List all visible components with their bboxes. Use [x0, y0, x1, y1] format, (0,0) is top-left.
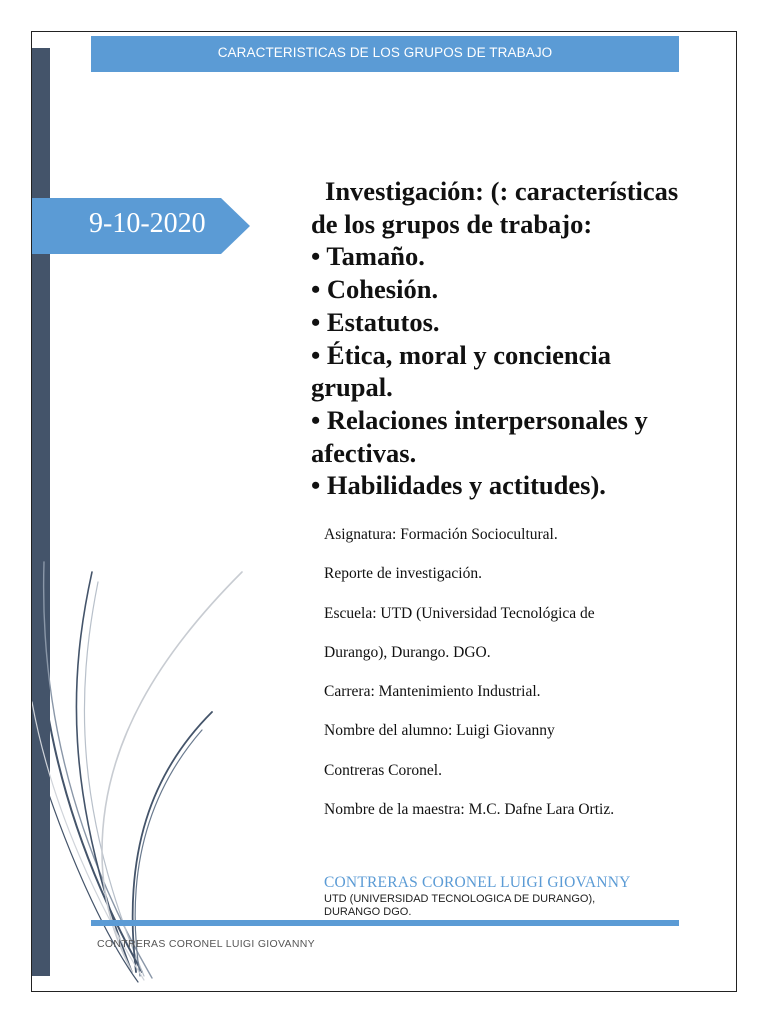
title-line: • Relaciones interpersonales y — [311, 404, 648, 435]
title-line: Investigación: (: características — [325, 176, 679, 206]
report-type-line: Reporte de investigación. — [324, 565, 482, 583]
title-line: • Habilidades y actitudes). — [311, 470, 606, 501]
title-line: grupal. — [311, 372, 393, 403]
subject-line: Asignatura: Formación Sociocultural. — [324, 526, 558, 543]
date-tab — [32, 198, 250, 254]
report-title — [311, 175, 721, 502]
career-line: Carrera: Mantenimiento Industrial. — [324, 683, 541, 701]
footer-author: CONTRERAS CORONEL LUIGI GIOVANNY — [97, 938, 315, 950]
title-line: • Ética, moral y conciencia — [311, 339, 611, 370]
title-line: afectivas. — [311, 437, 417, 468]
report-details — [324, 525, 614, 839]
school-line-continued: Durango), Durango. DGO. — [324, 643, 491, 661]
title-line: • Estatutos. — [311, 306, 440, 337]
decorative-swirls — [32, 552, 272, 992]
school-address-line-1: UTD (UNIVERSIDAD TECNOLOGICA DE DURANGO), — [324, 893, 596, 905]
footer-rule — [91, 920, 679, 926]
student-name-continued: Contreras Coronel. — [324, 761, 442, 779]
school-address-line-2: DURANGO DGO. — [324, 906, 412, 918]
title-line: de los grupos de trabajo: — [311, 208, 593, 239]
school-line: Escuela: UTD (Universidad Tecnológica de — [324, 604, 595, 622]
header-band — [91, 36, 679, 72]
header-title: CARACTERISTICAS DE LOS GRUPOS DE TRABAJO — [217, 45, 553, 60]
student-name-line: Nombre del alumno: Luigi Giovanny — [324, 722, 555, 740]
teacher-name-line: Nombre de la maestra: M.C. Dafne Lara Ortiz. — [324, 801, 615, 819]
title-line: • Tamaño. — [311, 241, 425, 272]
author-name: CONTRERAS CORONEL LUIGI GIOVANNY — [324, 874, 631, 891]
author-school — [324, 893, 595, 919]
title-line: • Cohesión. — [311, 274, 439, 305]
document-page — [31, 31, 737, 992]
date-label: 9-10-2020 — [89, 208, 206, 239]
